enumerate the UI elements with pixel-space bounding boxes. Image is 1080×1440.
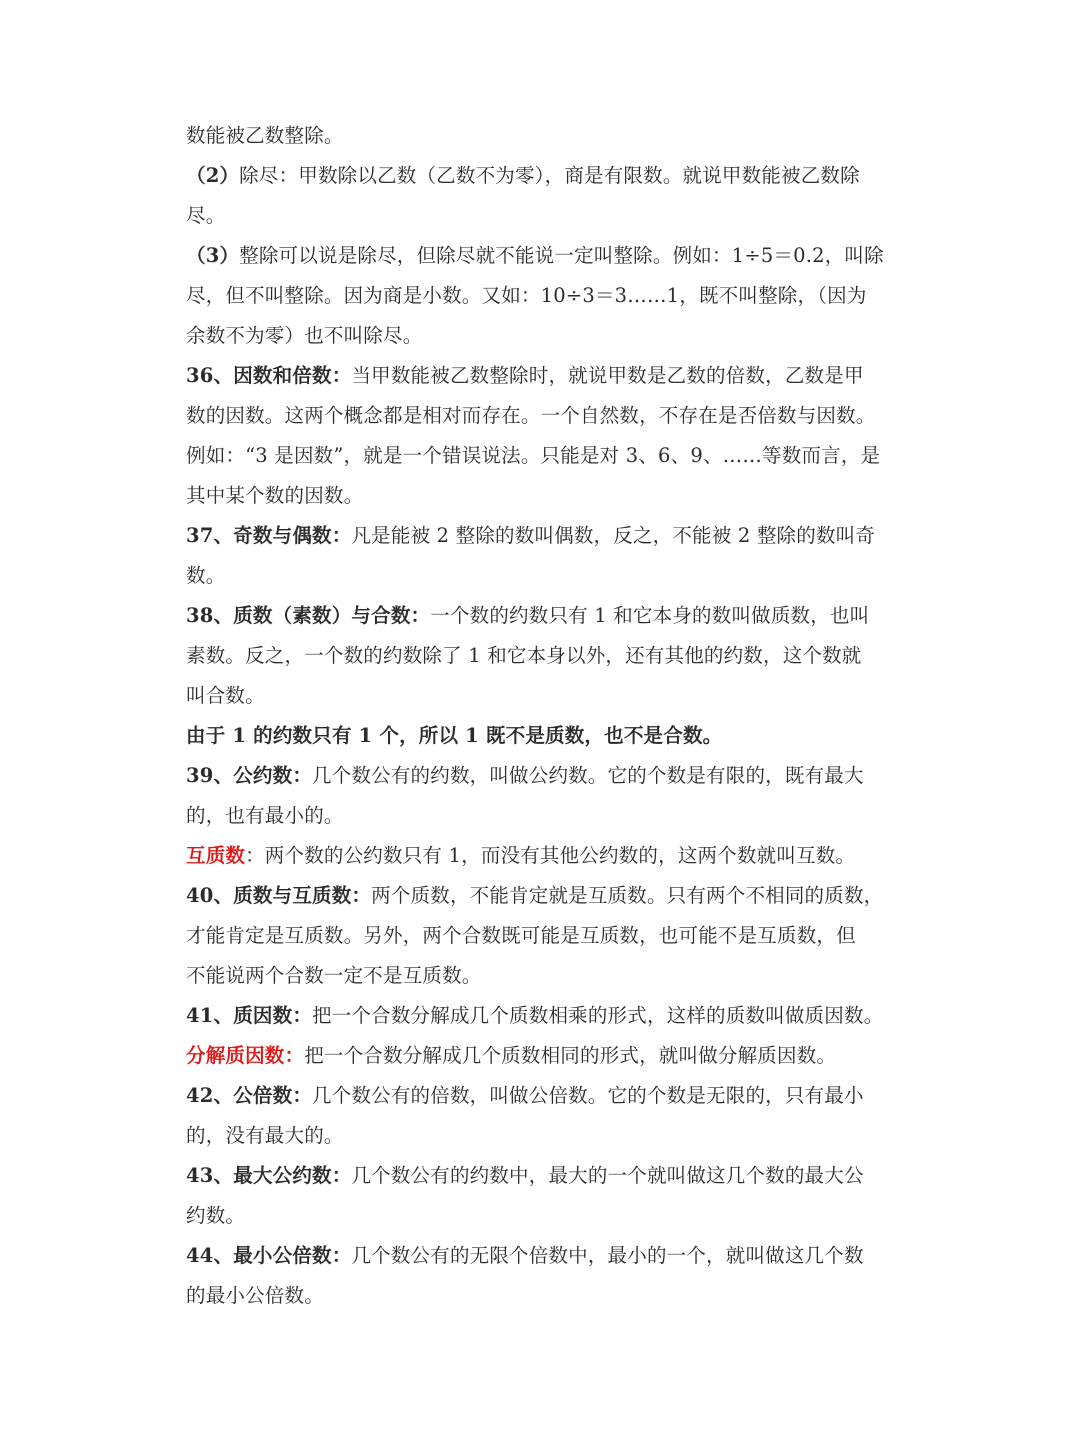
document-page — [186, 116, 906, 1316]
line-text: 把一个合数分解成几个质数相乘的形式，这样的质数叫做质因数。 — [312, 1004, 884, 1027]
text-line — [186, 636, 906, 676]
term-heading: 41、质因数： — [186, 1004, 313, 1027]
line-text: 几个数公有的倍数，叫做公倍数。它的个数是无限的，只有最小 — [312, 1084, 864, 1107]
line-text: 才能肯定是互质数。另外，两个合数既可能是互质数，也可能不是互质数，但 — [186, 924, 856, 947]
text-line — [186, 116, 906, 156]
text-line — [186, 756, 906, 796]
text-line — [186, 1276, 906, 1316]
highlight-term: 分解质因数： — [186, 1044, 305, 1067]
line-text: 几个数公有的无限个倍数中，最小的一个，就叫做这几个数 — [351, 1244, 864, 1267]
line-text: 的，也有最小的。 — [186, 804, 344, 827]
text-line — [186, 676, 906, 716]
line-text: 数。 — [186, 564, 226, 587]
term-heading: 37、奇数与偶数： — [186, 524, 352, 547]
text-line — [186, 716, 906, 756]
item-number: （3） — [186, 244, 240, 267]
text-line — [186, 196, 906, 236]
text-line — [186, 356, 906, 396]
text-line — [186, 396, 906, 436]
line-text: 数能被乙数整除。 — [186, 124, 344, 147]
text-line — [186, 796, 906, 836]
line-text: 不能说两个合数一定不是互质数。 — [186, 964, 482, 987]
line-text: 其中某个数的因数。 — [186, 484, 364, 507]
term-heading: 44、最小公倍数： — [186, 1244, 352, 1267]
term-heading: 36、因数和倍数： — [186, 364, 352, 387]
line-text: 的最小公倍数。 — [186, 1284, 324, 1307]
line-text: 叫合数。 — [186, 684, 265, 707]
term-heading: 38、质数（素数）与合数： — [186, 604, 431, 627]
item-number: （2） — [186, 164, 240, 187]
text-line — [186, 996, 906, 1036]
text-line — [186, 556, 906, 596]
term-heading: 40、质数与互质数： — [186, 884, 372, 907]
term-heading: 39、公约数： — [186, 764, 313, 787]
line-text: 把一个合数分解成几个质数相同的形式，就叫做分解质因数。 — [304, 1044, 837, 1067]
line-text: 几个数公有的约数，叫做公约数。它的个数是有限的，既有最大 — [312, 764, 864, 787]
text-line — [186, 1196, 906, 1236]
line-text: 尽，但不叫整除。因为商是小数。又如：10÷3＝3……1，既不叫整除，（因为 — [186, 284, 867, 307]
text-line — [186, 1236, 906, 1276]
line-text: 整除可以说是除尽，但除尽就不能说一定叫整除。例如：1÷5＝0.2，叫除 — [239, 244, 884, 267]
line-text: 的，没有最大的。 — [186, 1124, 344, 1147]
line-text: 两个质数，不能肯定就是互质数。只有两个不相同的质数， — [371, 884, 884, 907]
text-line — [186, 596, 906, 636]
text-line — [186, 876, 906, 916]
text-line — [186, 836, 906, 876]
line-text: 当甲数能被乙数整除时，就说甲数是乙数的倍数，乙数是甲 — [351, 364, 864, 387]
text-line — [186, 276, 906, 316]
text-line — [186, 956, 906, 996]
highlight-term: 互质数 — [186, 844, 246, 867]
text-line — [186, 476, 906, 516]
text-line — [186, 316, 906, 356]
text-line — [186, 1156, 906, 1196]
term-heading: 43、最大公约数： — [186, 1164, 352, 1187]
line-text: 余数不为零）也不叫除尽。 — [186, 324, 423, 347]
line-text: 数的因数。这两个概念都是相对而存在。一个自然数，不存在是否倍数与因数。 — [186, 404, 876, 427]
line-text: 凡是能被 2 整除的数叫偶数，反之，不能被 2 整除的数叫奇 — [351, 524, 876, 547]
text-line — [186, 1116, 906, 1156]
line-text: 一个数的约数只有 1 和它本身的数叫做质数，也叫 — [430, 604, 870, 627]
line-text: 除尽：甲数除以乙数（乙数不为零），商是有限数。就说甲数能被乙数除 — [239, 164, 860, 187]
line-text: 例如：“3 是因数”，就是一个错误说法。只能是对 3、6、9、……等数而言，是 — [186, 444, 881, 467]
line-text: ：两个数的公约数只有 1，而没有其他公约数的，这两个数就叫互数。 — [245, 844, 856, 867]
text-line — [186, 1036, 906, 1076]
line-text: 约数。 — [186, 1204, 246, 1227]
text-line — [186, 436, 906, 476]
line-text: 几个数公有的约数中，最大的一个就叫做这几个数的最大公 — [351, 1164, 864, 1187]
text-line — [186, 156, 906, 196]
term-heading: 42、公倍数： — [186, 1084, 313, 1107]
line-text: 素数。反之，一个数的约数除了 1 和它本身以外，还有其他的约数，这个数就 — [186, 644, 862, 667]
text-line — [186, 916, 906, 956]
text-line — [186, 1076, 906, 1116]
text-line — [186, 516, 906, 556]
text-line — [186, 236, 906, 276]
bold-note: 由于 1 的约数只有 1 个，所以 1 既不是质数，也不是合数。 — [186, 724, 723, 747]
line-text: 尽。 — [186, 204, 226, 227]
